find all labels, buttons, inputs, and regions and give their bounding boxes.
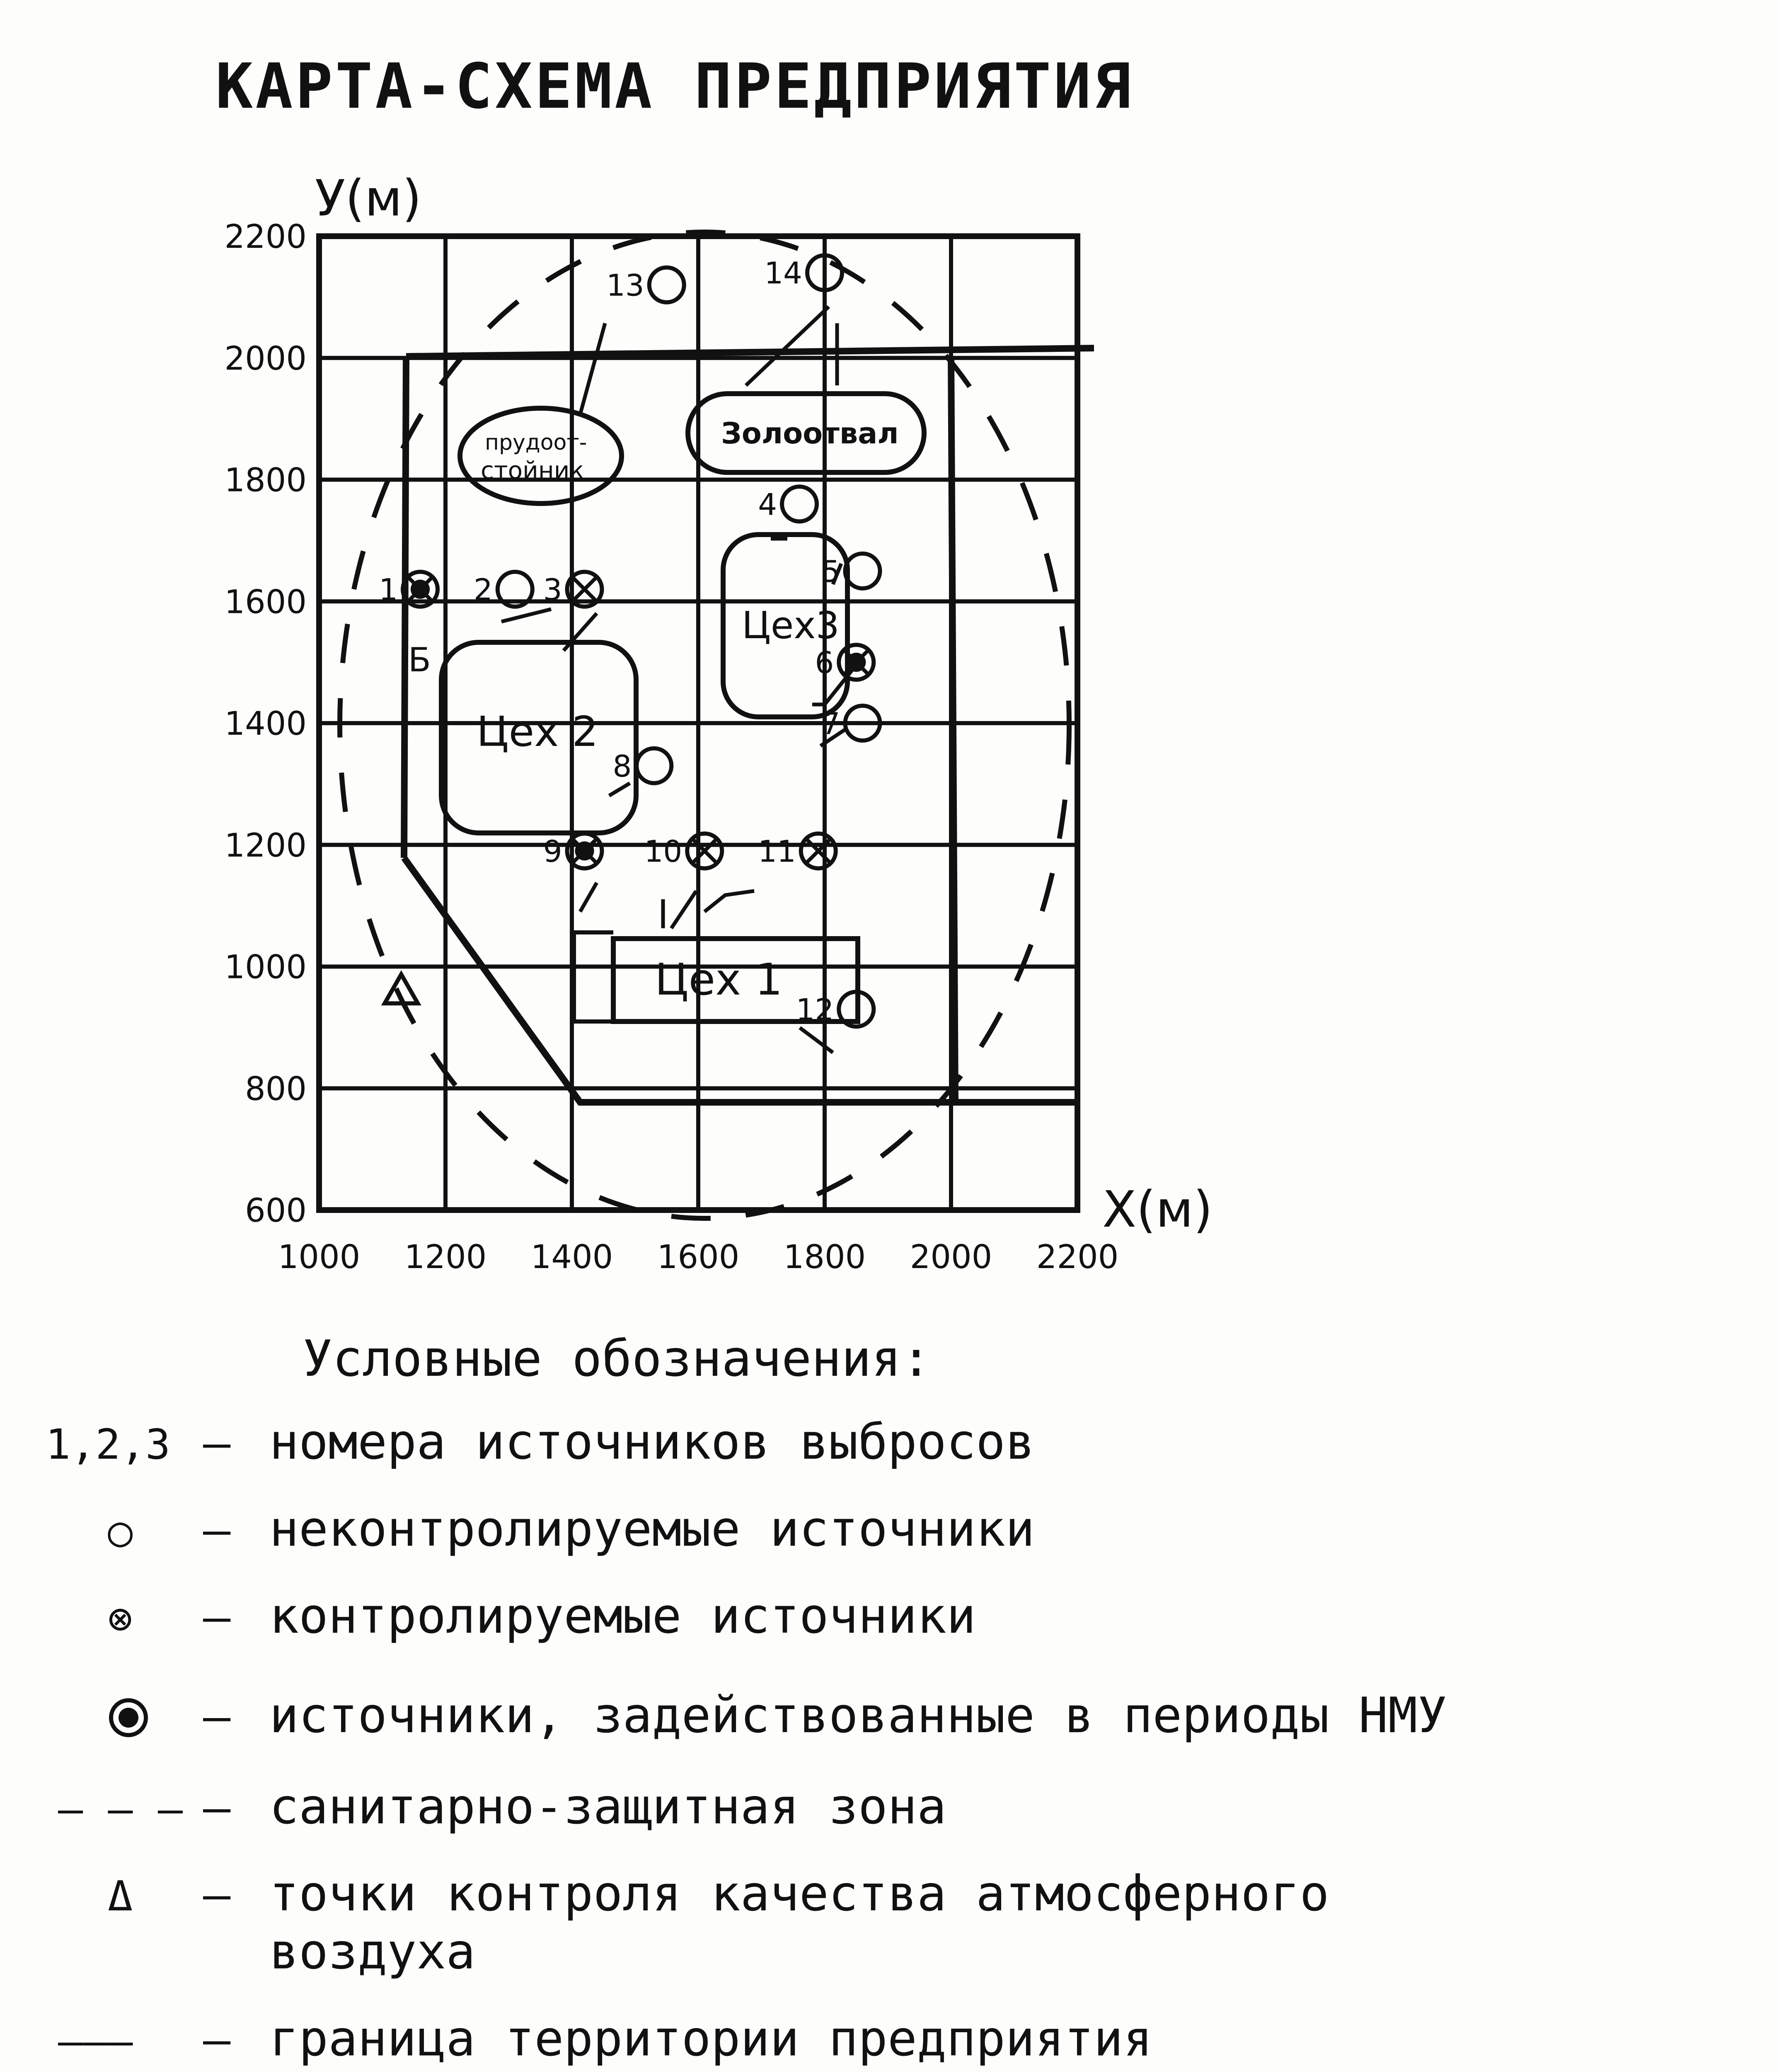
y-tick-label: 1200 (224, 827, 307, 864)
x-tick-label: 1200 (404, 1239, 487, 1276)
source-cross (572, 577, 597, 601)
settling-pond-label-1: прудоот- (485, 430, 587, 455)
legend-item (108, 1500, 1035, 1557)
source-circle (845, 554, 880, 588)
source-label: 13 (606, 268, 644, 303)
settling-pond-outline (460, 408, 622, 503)
legend-symbol: ○ (108, 1507, 133, 1556)
y-tick-label: 2000 (224, 340, 307, 378)
legend-text: номера источников выбросов (269, 1413, 1035, 1470)
emission-source-14 (764, 255, 842, 290)
legend-text: точки контроля качества атмосферного (269, 1865, 1329, 1922)
source-fill (847, 653, 866, 672)
workshop-2-label: Цех 2 (477, 707, 598, 756)
x-axis-label: Х(м) (1102, 1181, 1213, 1239)
legend-dash: – (203, 1781, 231, 1834)
emission-source-8 (612, 748, 671, 784)
x-tick-label: 2200 (1036, 1239, 1119, 1276)
y-tick-label: 1000 (224, 949, 307, 986)
source-label: 9 (543, 834, 562, 869)
y-tick-label: 1400 (224, 705, 307, 743)
source-cross (806, 839, 830, 863)
legend-item (108, 1865, 1329, 1980)
y-axis-label: У(м) (315, 170, 422, 228)
emission-source-10 (644, 833, 722, 869)
y-tick-label: 2200 (224, 218, 307, 256)
ash-dump-label: Золоотвал (721, 416, 899, 450)
source-label: 5 (821, 554, 840, 589)
y-tick-label: 1800 (224, 462, 307, 499)
emission-source-4 (758, 487, 817, 522)
legend-symbol: – – – (58, 1785, 183, 1833)
y-tick-label: 1600 (224, 583, 307, 621)
source-label: 12 (796, 992, 834, 1027)
legend-symbol-nmu-fill (119, 1708, 138, 1728)
emission-source-13 (606, 268, 684, 303)
source-fill (575, 841, 594, 860)
legend-text: источники, задействованные в периоды НМУ (269, 1687, 1447, 1744)
legend-symbol: ⊗ (108, 1594, 133, 1643)
legend-dash: – (203, 2013, 231, 2066)
legend-text-continued: воздуха (269, 1923, 476, 1980)
emission-source-6 (815, 645, 874, 680)
legend-item (108, 1587, 976, 1644)
legend-item (58, 1778, 946, 1835)
legend-text: неконтролируемые источники (269, 1500, 1035, 1557)
legend-item (58, 2010, 1152, 2067)
x-tick-label: 2000 (910, 1239, 992, 1276)
source-label: 11 (758, 834, 796, 869)
source-label: 7 (821, 706, 840, 741)
source-label: 6 (815, 645, 834, 680)
legend-dash: – (203, 1503, 231, 1556)
source-circle (782, 487, 817, 521)
x-tick-labels (278, 1239, 1119, 1276)
legend-symbol: Δ (108, 1872, 133, 1920)
source-label: 3 (543, 572, 562, 607)
source-label: 8 (612, 748, 632, 784)
source-fill (411, 580, 430, 599)
source-circle (649, 268, 684, 303)
settling-pond-label-2: стойник (481, 456, 584, 484)
legend-item (46, 1413, 1035, 1470)
legend-dash: – (203, 1590, 231, 1644)
emission-source-5 (821, 554, 880, 589)
x-tick-label: 1000 (278, 1239, 361, 1276)
label-b: Б (408, 641, 431, 679)
legend-dash: – (203, 1868, 231, 1921)
workshop-3-label: Цех3 (742, 604, 840, 647)
legend-text: контролируемые источники (269, 1587, 976, 1644)
legend-text: санитарно-защитная зона (269, 1778, 946, 1835)
legend-dash: – (203, 1690, 231, 1743)
workshop-1-label: Цех 1 (655, 954, 783, 1005)
y-tick-label: 800 (245, 1070, 307, 1108)
source-cross (692, 839, 717, 863)
legend-text: граница территории предприятия (269, 2010, 1153, 2067)
source-label: 2 (473, 572, 493, 607)
source-label: 10 (644, 834, 683, 869)
x-tick-label: 1600 (657, 1239, 740, 1276)
legend-item (111, 1687, 1447, 1744)
source-label: 14 (764, 256, 802, 291)
y-tick-label: 600 (245, 1192, 307, 1230)
legend-symbol: ——— (58, 2017, 133, 2065)
legend-heading: Условные обозначения: (303, 1330, 932, 1388)
map-title: КАРТА-СХЕМА ПРЕДПРИЯТИЯ (215, 51, 1134, 123)
y-tick-labels (224, 218, 307, 1230)
source-circle (637, 748, 671, 783)
source-label: 1 (379, 572, 398, 607)
legend-dash: – (203, 1416, 231, 1469)
source-label: 4 (758, 487, 777, 522)
legend (46, 1413, 1447, 2067)
workshop-1-extension (574, 932, 613, 1024)
x-tick-label: 1400 (530, 1239, 613, 1276)
legend-symbol: 1,2,3 (46, 1420, 171, 1469)
x-tick-label: 1800 (783, 1239, 866, 1276)
